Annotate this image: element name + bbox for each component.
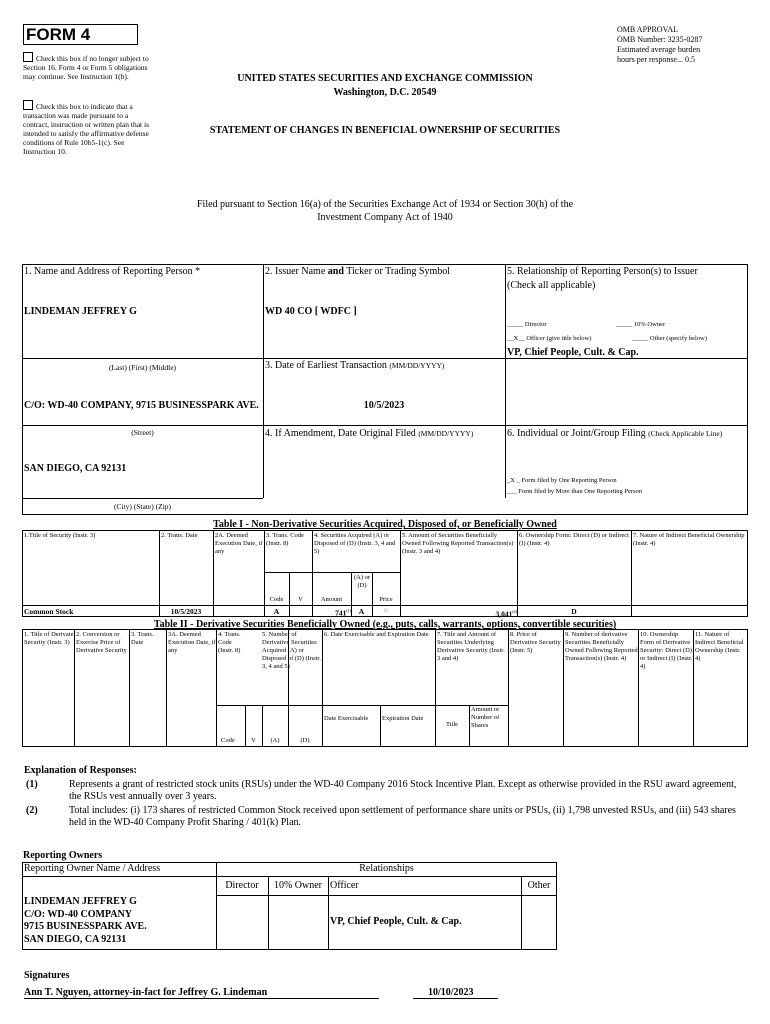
t1-price: $0	[383, 609, 389, 614]
t1-amount: 741$^{(1)}$	[335, 608, 351, 618]
statement-title: STATEMENT OF CHANGES IN BENEFICIAL OWNERSHIP OF SECURITIES	[209, 125, 561, 136]
col-director: Director	[225, 880, 259, 891]
reporting-person-name: LINDEMAN JEFFREY G	[24, 306, 137, 317]
t1-ownership-form: D	[571, 607, 577, 616]
t2-sub-d: (D)	[300, 737, 310, 744]
t1-date: 10/5/2023	[170, 607, 202, 616]
name-caption: (Last) (First) (Middle)	[108, 363, 177, 372]
signature-date: 10/10/2023	[428, 987, 474, 998]
t1-col-title: 1.Title of Security (Instr. 3)	[24, 532, 96, 539]
t1-owned: 3,041$^{(2)}$	[495, 609, 517, 619]
table2-title: Table II - Derivative Securities Beneficially Owned (e.g., puts, calls, warrants, options, convertible securities)	[153, 619, 617, 630]
footnote-1-text: Represents a grant of restricted stock units (RSUs) under the WD-40 Company 2016 Stock Incentive Plan. Except as otherwise provided in the RSU award agreement, the RSUs vest annually over 3 years.	[69, 779, 737, 802]
footnote-1-number: (1)	[26, 779, 38, 790]
t1-col-trans-code: 3. Trans. Code (Instr. 8)	[266, 532, 304, 547]
t2-col-number-derivative: 5. Number of Derivative Securities Acquired (A) or Disposed of (D) (Instr. 3, 4 and 5)	[262, 631, 321, 670]
t2-col-date-exercisable: 6. Date Exercisable and Expiration Date	[324, 631, 429, 638]
filed-pursuant-line1: Filed pursuant to Section 16(a) of the Securities Exchange Act of 1934 or Section 30(h) of the	[196, 199, 574, 210]
t2-sub-title: Title	[445, 721, 459, 728]
explanation-title: Explanation of Responses:	[24, 765, 137, 776]
col-ten-percent-owner: 10% Owner	[273, 880, 323, 891]
t1-col-deemed-date: 2A. Deemed Execution Date, if any	[215, 532, 263, 555]
t2-sub-date-exercisable: Date Exercisable	[324, 715, 369, 722]
col-officer: Officer	[330, 880, 359, 891]
t2-col-trans-date: 3. Trans. Date	[131, 631, 154, 646]
agency-name: UNITED STATES SECURITIES AND EXCHANGE COMMISSION	[237, 73, 533, 84]
t2-col-deemed-date: 3A. Deemed Execution Date, if any	[168, 631, 216, 654]
t2-col-ownership-form: 10. Ownership Form of Derivative Security: Direct (D) or Indirect (I) (Instr. 4)	[640, 631, 693, 670]
t2-col-conversion: 2. Conversion or Exercise Price of Derivative Security	[76, 631, 127, 654]
t2-sub-amount-shares: Amount or Number of Shares	[471, 706, 500, 729]
issuer-name: WD 40 CO [ WDFC ]	[265, 306, 357, 317]
footnote-2-number: (2)	[26, 805, 38, 816]
owner-officer-title: VP, Chief People, Cult. & Cap.	[330, 916, 462, 927]
omb-approval: OMB APPROVAL OMB Number: 3235-0287 Estimated average burden hours per response... 0.5	[617, 25, 703, 64]
col-owner-name: Reporting Owner Name / Address	[24, 863, 161, 874]
form-title: FORM 4	[26, 25, 91, 44]
t1-a-or-d: A	[358, 607, 365, 616]
t1-code: A	[273, 607, 280, 616]
box6-label: 6. Individual or Joint/Group Filing (Check Applicable Line)	[507, 428, 723, 439]
t2-sub-expiration: Expiration Date	[382, 715, 424, 722]
t1-sub-amount: Amount	[320, 596, 343, 603]
officer-title: VP, Chief People, Cult. & Cap.	[507, 347, 639, 358]
footnote-2-text: Total includes: (i) 173 shares of restricted Common Stock received upon settlement of performance share units or PSUs, (ii) 1,798 unvested RSUs, and (iii) 543 shares held in the WD-40 Company Profit Sharing / 401(k) Plan.	[69, 805, 736, 828]
t2-col-title-amount: 7. Title and Amount of Securities Underlying Derivative Security (Instr. 3 and 4)	[437, 631, 505, 662]
t2-sub-v: V	[251, 737, 256, 744]
box4-label: 4. If Amendment, Date Original Filed (MM/DD/YYYY)	[265, 428, 474, 439]
signature-line	[24, 998, 379, 999]
t1-sub-code: Code	[269, 596, 284, 603]
box1-label: 1. Name and Address of Reporting Person *	[24, 266, 201, 277]
t1-col-amount-owned: 5. Amount of Securities Beneficially Owned Following Reported Transaction(s) (Instr. 3 and 4)	[402, 532, 514, 555]
t2-col-trans-code: 4. Trans. Code (Instr. 8)	[218, 631, 241, 654]
reporting-owners-title: Reporting Owners	[23, 850, 103, 861]
street-caption: (Street)	[131, 428, 154, 437]
other-option[interactable]: _____ Other (specify below)	[632, 335, 707, 342]
checkbox-icon[interactable]	[23, 100, 33, 110]
table1-title: Table I - Non-Derivative Securities Acquired, Disposed of, or Beneficially Owned	[213, 519, 557, 530]
t2-col-title: 1. Title of Derivate Security (Instr. 3)	[24, 631, 74, 646]
box5-sub: (Check all applicable)	[507, 280, 596, 291]
owner-address: LINDEMAN JEFFREY G C/O: WD-40 COMPANY 9715 BUSINESSPARK AVE. SAN DIEGO, CA 92131	[24, 896, 147, 945]
t2-sub-a: (A)	[270, 737, 280, 744]
t2-sub-code: Code	[221, 737, 235, 744]
filed-by-more-option[interactable]: ___ Form filed by More than One Reporting Person	[507, 488, 643, 495]
t1-security: Common Stock	[24, 607, 74, 616]
t1-col-nature-indirect: 7. Nature of Indirect Beneficial Ownership (Instr. 4)	[633, 532, 745, 547]
col-other: Other	[527, 880, 551, 891]
filed-pursuant-line2: Investment Company Act of 1940	[317, 212, 453, 223]
agency-city: Washington, D.C. 20549	[333, 87, 437, 98]
t1-sub-price: Price	[379, 596, 393, 603]
reporting-person-grid	[22, 264, 748, 515]
signature-name: Ann T. Nguyen, attorney-in-fact for Jeffrey G. Lindeman	[24, 987, 268, 998]
signatures-title: Signatures	[24, 970, 70, 981]
t1-sub-v: V	[298, 596, 303, 603]
t2-col-number-owned: 9. Number of derivative Securities Beneficially Owned Following Reported Transaction(s) (Instr. 4)	[565, 631, 638, 662]
check-10b5-1[interactable]: Check this box to indicate that a transaction was made pursuant to a contract, instruction or written plan that is intended to satisfy the affirmative defense conditions of Rule 10b5-1(c). See Instruction 10.	[23, 102, 150, 156]
ten-percent-owner-option[interactable]: _____ 10% Owner	[616, 321, 666, 328]
t2-col-price: 8. Price of Derivative Security (Instr. 5)	[510, 631, 561, 654]
earliest-transaction-date: 10/5/2023	[363, 400, 405, 411]
checkbox-icon[interactable]	[23, 52, 33, 62]
check-no-longer-subject[interactable]: Check this box if no longer subject to Section 16. Form 4 or Form 5 obligations may continue. See Instruction 1(b).	[23, 54, 149, 81]
director-option[interactable]: _____ Director	[507, 321, 547, 328]
signature-date-line	[413, 998, 498, 999]
t2-col-nature-indirect: 11. Nature of Indirect Beneficial Ownership (Instr. 4)	[695, 631, 744, 662]
t1-col-trans-date: 2. Trans. Date	[161, 532, 198, 539]
t1-col-acquired-disposed: 4. Securities Acquired (A) or Disposed of (D) (Instr. 3, 4 and 5)	[314, 532, 396, 555]
box2-label: 2. Issuer Name and Ticker or Trading Symbol	[265, 266, 451, 277]
t1-col-ownership-form: 6. Ownership Form: Direct (D) or Indirect (I) (Instr. 4)	[519, 532, 629, 547]
officer-option[interactable]: __X__ Officer (give title below)	[507, 335, 592, 342]
box5-label: 5. Relationship of Reporting Person(s) to Issuer	[507, 266, 698, 277]
filed-by-one-option[interactable]: _X _ Form filed by One Reporting Person	[507, 477, 617, 484]
t1-sub-a-or-d: (A) or (D)	[353, 574, 371, 589]
box3-label: 3. Date of Earliest Transaction (MM/DD/YYYY)	[265, 360, 445, 371]
city-caption: (City) (State) (Zip)	[113, 502, 172, 511]
reporting-person-street: C/O: WD-40 COMPANY, 9715 BUSINESSPARK AVE.	[24, 400, 259, 411]
reporting-person-city: SAN DIEGO, CA 92131	[24, 463, 127, 474]
col-relationships: Relationships	[359, 863, 414, 874]
